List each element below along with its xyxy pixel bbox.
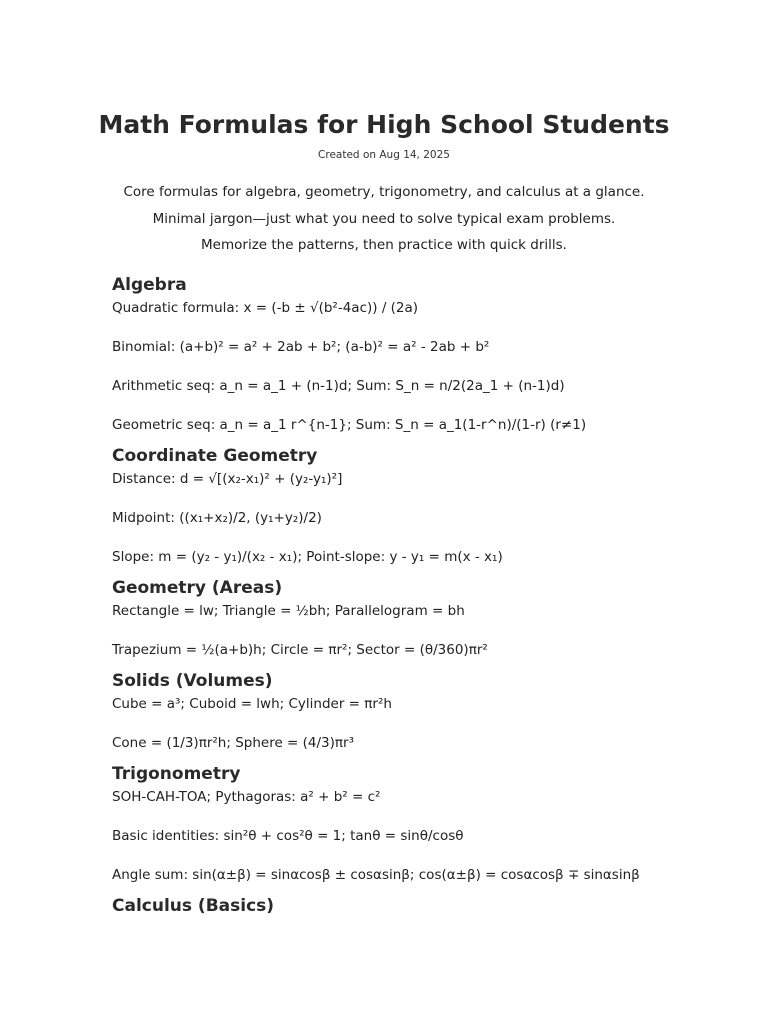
- section-geometry-areas: [112, 575, 732, 660]
- formula-list: [112, 470, 732, 567]
- formula-list: [112, 695, 732, 753]
- section-heading: Calculus (Basics): [112, 896, 275, 916]
- formula-line: Distance: d = √[(x₂-x₁)² + (y₂-y₁)²]: [112, 471, 343, 487]
- formula-line: Cube = a³; Cuboid = lwh; Cylinder = πr²h: [112, 696, 392, 712]
- section-solids-volumes: [112, 668, 732, 753]
- intro-paragraph: [0, 179, 768, 259]
- section-algebra: [112, 272, 732, 435]
- formula-line: Angle sum: sin(α±β) = sinαcosβ ± cosαsinβ; cos(α±β) = cosαcosβ ∓ sinαsinβ: [112, 867, 640, 883]
- formula-line: Quadratic formula: x = (-b ± √(b²-4ac)) / (2a): [112, 300, 419, 316]
- formula-line: Basic identities: sin²θ + cos²θ = 1; tanθ = sinθ/cosθ: [112, 828, 464, 844]
- formula-line: Binomial: (a+b)² = a² + 2ab + b²; (a-b)² = a² - 2ab + b²: [112, 339, 490, 355]
- formula-line: Rectangle = lw; Triangle = ½bh; Parallelogram = bh: [112, 603, 465, 619]
- formula-line: Midpoint: ((x₁+x₂)/2, (y₁+y₂)/2): [112, 510, 322, 526]
- formula-line: SOH-CAH-TOA; Pythagoras: a² + b² = c²: [112, 789, 381, 805]
- intro-line: Minimal jargon—just what you need to solve typical exam problems.: [152, 210, 616, 227]
- formula-list: [112, 788, 732, 885]
- section-heading: Coordinate Geometry: [112, 446, 318, 466]
- section-coordinate-geometry: [112, 443, 732, 567]
- section-calculus-basics: [112, 893, 732, 920]
- formula-list: [112, 602, 732, 660]
- formula-list: [112, 299, 732, 435]
- section-heading: Geometry (Areas): [112, 578, 283, 598]
- formula-line: Slope: m = (y₂ - y₁)/(x₂ - x₁); Point-slope: y - y₁ = m(x - x₁): [112, 549, 503, 565]
- formula-line: Geometric seq: a_n = a_1 r^{n-1}; Sum: S_n = a_1(1-r^n)/(1-r) (r≠1): [112, 417, 587, 433]
- section-heading: Solids (Volumes): [112, 671, 273, 691]
- formula-line: Arithmetic seq: a_n = a_1 + (n-1)d; Sum: S_n = n/2(2a_1 + (n-1)d): [112, 378, 565, 394]
- section-heading: Trigonometry: [112, 764, 241, 784]
- created-date: Created on Aug 14, 2025: [318, 149, 450, 161]
- intro-line: Memorize the patterns, then practice with quick drills.: [201, 237, 567, 253]
- page-title: Math Formulas for High School Students: [98, 110, 670, 139]
- section-trigonometry: [112, 761, 732, 885]
- formula-line: Cone = (1/3)πr²h; Sphere = (4/3)πr³: [112, 735, 354, 751]
- formula-content: [112, 272, 732, 920]
- intro-line: Core formulas for algebra, geometry, trigonometry, and calculus at a glance.: [123, 184, 645, 200]
- formula-line: Trapezium = ½(a+b)h; Circle = πr²; Sector = (θ/360)πr²: [112, 642, 488, 658]
- section-heading: Algebra: [112, 275, 187, 295]
